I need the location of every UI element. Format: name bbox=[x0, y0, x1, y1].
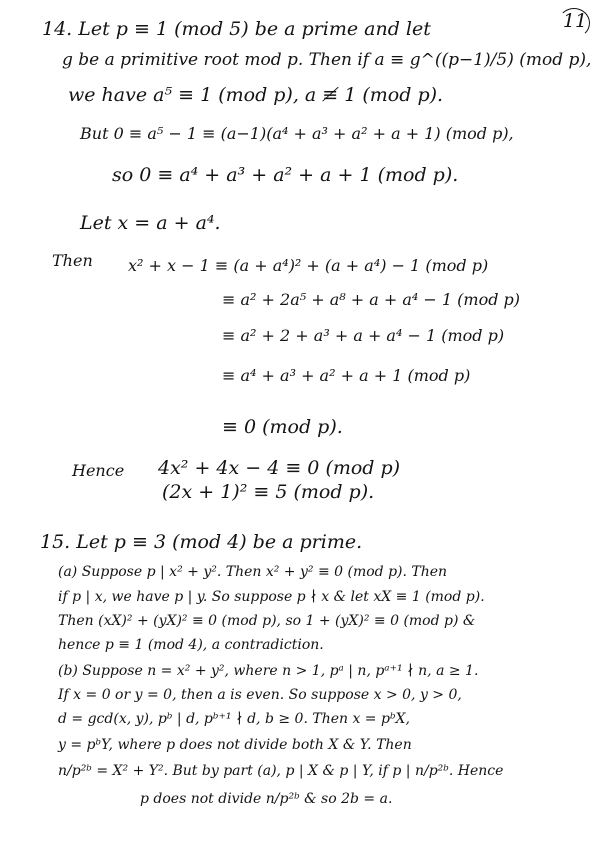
p15-line-8: d = gcd(x, y), pᵇ | d, pᵇ⁺¹ ∤ d, b ≥ 0. Then x = pᵇX, bbox=[58, 711, 410, 727]
p14-line-13: Hence bbox=[72, 461, 125, 480]
p14-line-9: ≡ a² + 2a⁵ + a⁸ + a + a⁴ − 1 (mod p) bbox=[222, 290, 521, 309]
p14-line-15: (2x + 1)² ≡ 5 (mod p). bbox=[162, 481, 375, 503]
p14-line-8: x² + x − 1 ≡ (a + a⁴)² + (a + a⁴) − 1 (mod p) bbox=[128, 256, 489, 275]
p15-line-5: hence p ≡ 1 (mod 4), a contradiction. bbox=[58, 637, 324, 653]
p15-line-4: Then (xX)² + (yX)² ≡ 0 (mod p), so 1 + (yX)² ≡ 0 (mod p) & bbox=[58, 613, 476, 629]
p14-line-4: But 0 ≡ a⁵ − 1 ≡ (a−1)(a⁴ + a³ + a² + a + 1) (mod p), bbox=[80, 124, 514, 143]
p15-line-7: If x = 0 or y = 0, then a is even. So suppose x > 0, y > 0, bbox=[58, 687, 462, 703]
p14-line-6: Let x = a + a⁴. bbox=[80, 212, 221, 234]
p14-line-10: ≡ a² + 2 + a³ + a + a⁴ − 1 (mod p) bbox=[222, 326, 505, 345]
p15-line-9: y = pᵇY, where p does not divide both X & Y. Then bbox=[58, 737, 412, 753]
p15-line-6: (b) Suppose n = x² + y², where n > 1, pᵃ | n, pᵃ⁺¹ ∤ n, a ≥ 1. bbox=[58, 663, 479, 679]
p14-line-11: ≡ a⁴ + a³ + a² + a + 1 (mod p) bbox=[222, 366, 471, 385]
p15-line-1: 15. Let p ≡ 3 (mod 4) be a prime. bbox=[40, 531, 363, 553]
p15-line-11: p does not divide n/p²ᵇ & so 2b = a. bbox=[140, 791, 393, 807]
p15-line-3: if p | x, we have p | y. So suppose p ∤ x & let xX ≡ 1 (mod p). bbox=[58, 589, 485, 605]
p15-line-2: (a) Suppose p | x² + y². Then x² + y² ≡ 0 (mod p). Then bbox=[58, 564, 448, 580]
p14-line-2: g be a primitive root mod p. Then if a ≡ g^((p−1)/5) (mod p), bbox=[62, 50, 592, 70]
p14-line-14: 4x² + 4x − 4 ≡ 0 (mod p) bbox=[158, 457, 401, 479]
p14-line-7: Then bbox=[52, 251, 93, 270]
p14-line-12: ≡ 0 (mod p). bbox=[222, 416, 343, 438]
p14-line-5: so 0 ≡ a⁴ + a³ + a² + a + 1 (mod p). bbox=[112, 164, 459, 186]
p15-line-10: n/p²ᵇ = X² + Y². But by part (a), p | X & p | Y, if p | n/p²ᵇ. Hence bbox=[58, 763, 504, 779]
p14-line-1: 14. Let p ≡ 1 (mod 5) be a prime and let bbox=[42, 18, 431, 40]
p14-line-3: we have a⁵ ≡ 1 (mod p), a ≢ 1 (mod p). bbox=[68, 84, 444, 106]
page-number: 11 bbox=[560, 6, 590, 36]
